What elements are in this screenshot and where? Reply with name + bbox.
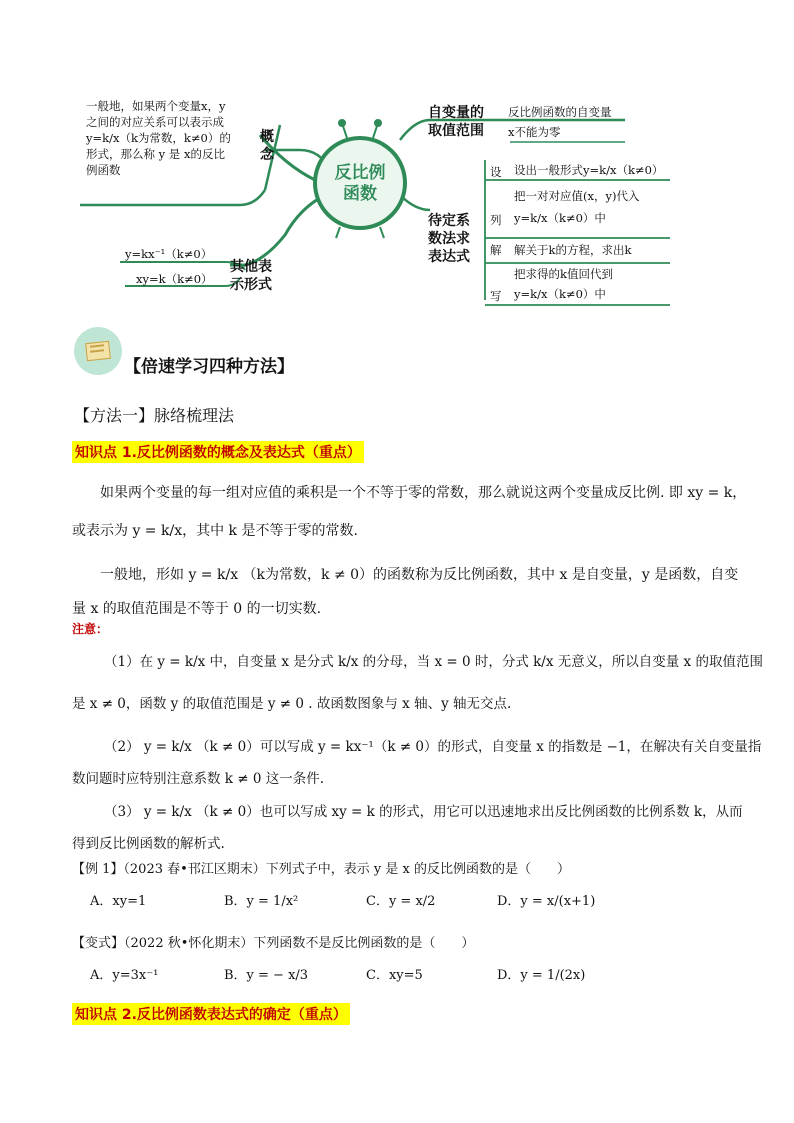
step-write-text-1: 把求得的k值回代到 <box>514 267 613 281</box>
concept-line: 之间的对应关系可以表示成 <box>86 115 224 129</box>
concept-line: y=k/x（k为常数，k≠0）的 <box>86 131 231 145</box>
kp2-title: 知识点 2.反比例函数表达式的确定（重点） <box>72 1003 350 1025</box>
step-write-text-2: y=k/x（k≠0）中 <box>514 287 606 301</box>
domain-label: 自变量的取值范围 <box>428 105 484 139</box>
example1-option-a: A．xy=1 <box>90 894 147 909</box>
step-list-text-1: 把一对对应值(x，y)代入 <box>514 189 640 203</box>
note3-line-a: （3） y = k/x （k ≠ 0）也可以写成 xy = k 的形式，用它可以迅速地求出反比例函数的比例系数 k，从而 <box>104 804 743 820</box>
step-solve-text: 解关于k的方程，求出k <box>514 243 632 257</box>
method-label: 待定系数法求表达式 <box>428 213 470 265</box>
section-title: 【倍速学习四种方法】 <box>124 357 294 377</box>
example1-option-d: D．y = x/(x+1) <box>497 894 596 909</box>
variant-option-b: B．y = − x/3 <box>224 968 309 983</box>
note-label: 注意： <box>72 622 109 636</box>
example1-stem: 【例 1】（2023 春•邗江区期末）下列式子中，表示 y 是 x 的反比例函数的是（ ） <box>72 862 570 877</box>
note2-line-a: （2） y = k/x （k ≠ 0）可以写成 y = kx⁻¹（k ≠ 0）的形式，自变量 x 的指数是 −1，在解决有关自变量指 <box>104 739 762 755</box>
mindmap-center-label: 反比例函数 <box>334 163 386 204</box>
step-key-set: 设 <box>490 165 502 179</box>
other-forms-label: 其他表示形式 <box>230 259 272 293</box>
note2-line-b: 数问题时应特别注意系数 k ≠ 0 这一条件. <box>72 771 325 787</box>
concept-label: 概念 <box>260 129 274 163</box>
example1-option-b: B．y = 1/x² <box>224 894 299 909</box>
para2-line-a: 一般地，形如 y = k/x （k为常数，k ≠ 0）的函数称为反比例函数，其中 x 是自变量，y 是函数，自变 <box>100 567 739 583</box>
concept-line: 例函数 <box>86 163 121 177</box>
step-key-solve: 解 <box>490 243 502 257</box>
mindmap <box>70 90 690 315</box>
method1-title: 【方法一】脉络梳理法 <box>74 406 235 425</box>
step-key-write: 写 <box>490 289 502 303</box>
other-form-1: y=kx⁻¹（k≠0） <box>125 247 213 261</box>
concept-text <box>86 98 256 178</box>
variant-stem: 【变式】（2022 秋•怀化期末）下列函数不是反比例函数的是（ ） <box>72 936 475 951</box>
variant-option-c: C．xy=5 <box>366 968 423 983</box>
note1-line-b: 是 x ≠ 0，函数 y 的取值范围是 y ≠ 0 . 故函数图象与 x 轴、y 轴无交点. <box>72 696 512 712</box>
notebook-icon <box>74 327 122 375</box>
variant-option-a: A．y=3x⁻¹ <box>90 968 159 983</box>
para1-line-b: 或表示为 y = k/x，其中 k 是不等于零的常数. <box>72 523 358 539</box>
note3-line-b: 得到反比例函数的解析式. <box>72 836 225 852</box>
step-set-text: 设出一般形式y=k/x（k≠0） <box>514 163 664 177</box>
example1-option-c: C．y = x/2 <box>366 894 436 909</box>
domain-line-2: x不能为零 <box>508 125 561 139</box>
para1-line-a: 如果两个变量的每一组对应值的乘积是一个不等于零的常数，那么就说这两个变量成反比例. 即 xy = k， <box>100 485 747 501</box>
domain-line-1: 反比例函数的自变量 <box>508 105 612 119</box>
variant-option-d: D．y = 1/(2x) <box>497 968 586 983</box>
step-list-text-2: y=k/x（k≠0）中 <box>514 211 606 225</box>
kp1-title: 知识点 1.反比例函数的概念及表达式（重点） <box>72 441 364 463</box>
other-form-2: xy=k（k≠0） <box>136 272 213 286</box>
note1-line-a: （1）在 y = k/x 中，自变量 x 是分式 k/x 的分母，当 x = 0 时，分式 k/x 无意义，所以自变量 x 的取值范围 <box>104 654 763 670</box>
concept-line: 一般地，如果两个变量x，y <box>86 99 226 113</box>
step-key-list: 列 <box>490 213 502 227</box>
para2-line-b: 量 x 的取值范围是不等于 0 的一切实数. <box>72 601 322 617</box>
concept-line: 形式，那么称 y 是 x的反比 <box>86 147 225 161</box>
